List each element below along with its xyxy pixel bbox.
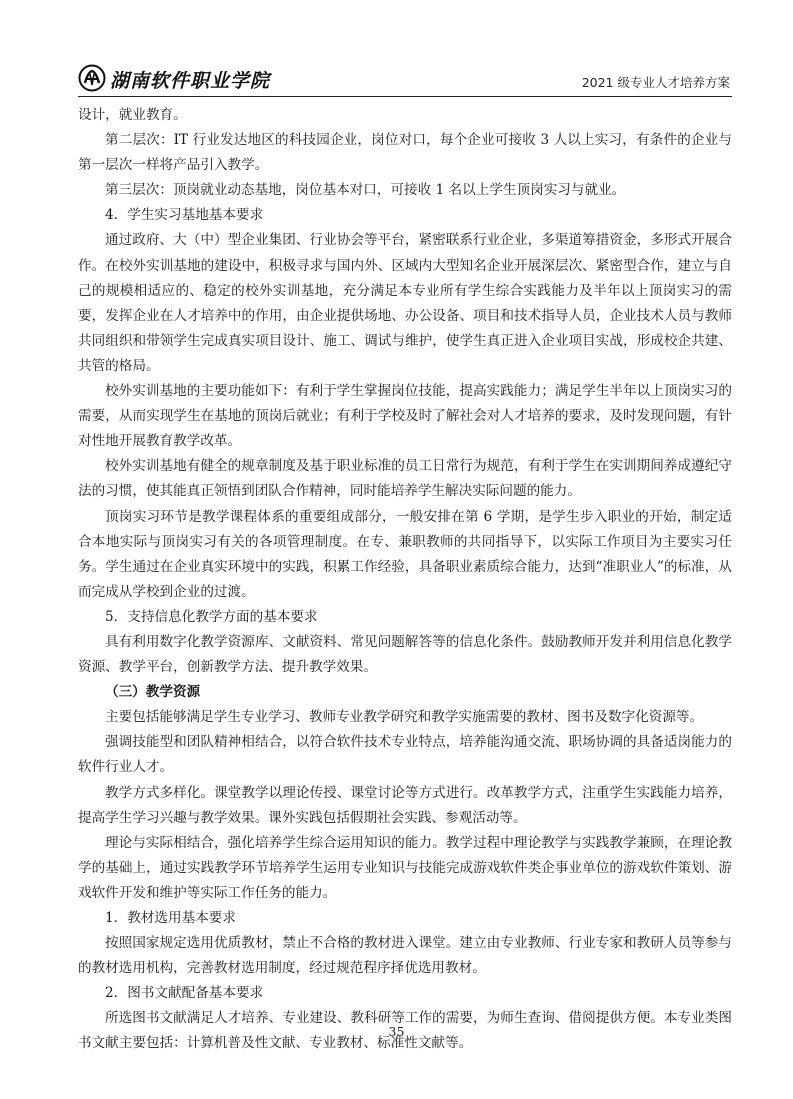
paragraph: 理论与实际相结合，强化培养学生综合运用知识的能力。教学过程中理论教学与实践教学兼顾，在理论教学的基础上，通过实践教学环节培养学生运用专业知识与技能完成游戏软件类企事业单位的游戏软件策划、游戏软件开发和维护等实际工作任务的能力。 [78, 834, 732, 901]
subsection-heading: 4．学生实习基地基本要求 [105, 207, 264, 224]
paragraph: 校外实训基地的主要功能如下：有利于学生掌握岗位技能，提高实践能力；满足学生半年以上顶岗实习的需要，从而实现学生在基地的顶岗后就业；有利于学校及时了解社会对人才培养的要求，及时发现问题，有针对性地开展教育教学改革。 [78, 383, 732, 450]
paragraph: 强调技能型和团队精神相结合，以符合软件技术专业特点，培养能沟通交流、职场协调的具备适岗能力的软件行业人才。 [78, 734, 732, 776]
section-heading: （三）教学资源 [105, 684, 201, 701]
paragraph: 顶岗实习环节是教学课程体系的重要组成部分，一般安排在第 6 学期，是学生步入职业的开始，制定适合本地实际与顶岗实习有关的各项管理制度。在专、兼职教师的共同指导下，以实际工作项目为主要实习任务。学生通过在企业真实环境中的实践，积累工作经验，具备职业素质综合能力，达到“准职业人”的标准，从而完成从学校到企业的过渡。 [78, 508, 732, 600]
school-emblem-icon [78, 64, 106, 92]
page-number: 35 [388, 1024, 405, 1039]
page-header [78, 62, 732, 97]
paragraph: 通过政府、大（中）型企业集团、行业协会等平台，紧密联系行业企业，多渠道筹措资金，多形式开展合作。在校外实训基地的建设中，积极寻求与国内外、区域内大型知名企业开展深层次、紧密型合作，建立与自己的规模相适应的、稳定的校外实训基地，充分满足本专业所有学生综合实践能力及半年以上顶岗实习的需要，发挥企业在人才培养中的作用，由企业提供场地、办公设备、项目和技术指导人员，企业技术人员与教师共同组织和带领学生完成真实项目设计、施工、调试与维护，使学生真正进入企业项目实战，形成校企共建、共管的格局。 [78, 232, 732, 374]
subsection-heading: 5．支持信息化教学方面的基本要求 [105, 608, 318, 625]
subsection-heading: 2．图书文献配备基本要求 [105, 985, 264, 1002]
paragraph: 具有利用数字化教学资源库、文献资料、常见问题解答等的信息化条件。鼓励教师开发并利用信息化教学资源、教学平台，创新教学方法、提升教学效果。 [78, 633, 732, 676]
document-title: 2021 级专业人才培养方案 [581, 75, 730, 90]
paragraph: 主要包括能够满足学生专业学习、教师专业教学研究和教学实施需要的教材、图书及数字化资源等。 [105, 709, 704, 726]
paragraph: 校外实训基地有健全的规章制度及基于职业标准的员工日常行为规范，有利于学生在实训期间养成遵纪守法的习惯，使其能真正领悟到团队合作精神，同时能培养学生解决实际问题的能力。 [78, 458, 732, 500]
paragraph: 第二层次：IT 行业发达地区的科技园企业，岗位对口，每个企业可接收 3 人以上实习，有条件的企业与第一层次一样将产品引入教学。 [78, 132, 732, 174]
paragraph: 所选图书文献满足人才培养、专业建设、教科研等工作的需要，为师生查询、借阅提供方便。本专业类图书文献主要包括：计算机普及性文献、专业教材、标准性文献等。 [78, 1010, 732, 1052]
paragraph: 教学方式多样化。课堂教学以理论传授、课堂讨论等方式进行。改革教学方式，注重学生实践能力培养，提高学生学习兴趣与教学效果。课外实践包括假期社会实践、参观活动等。 [78, 784, 732, 826]
paragraph: 设计，就业教育。 [78, 107, 187, 123]
paragraph: 按照国家规定选用优质教材，禁止不合格的教材进入课堂。建立由专业教师、行业专家和教研人员等参与的教材选用机构，完善教材选用制度，经过规范程序择优选用教材。 [78, 935, 732, 977]
page-body [78, 103, 732, 1057]
subsection-heading: 1．教材选用基本要求 [105, 910, 236, 926]
paragraph: 第三层次：顶岗就业动态基地，岗位基本对口，可接收 1 名以上学生顶岗实习与就业。 [105, 182, 626, 199]
school-name-calligraphy: 湖南软件职业学院 [110, 70, 271, 92]
